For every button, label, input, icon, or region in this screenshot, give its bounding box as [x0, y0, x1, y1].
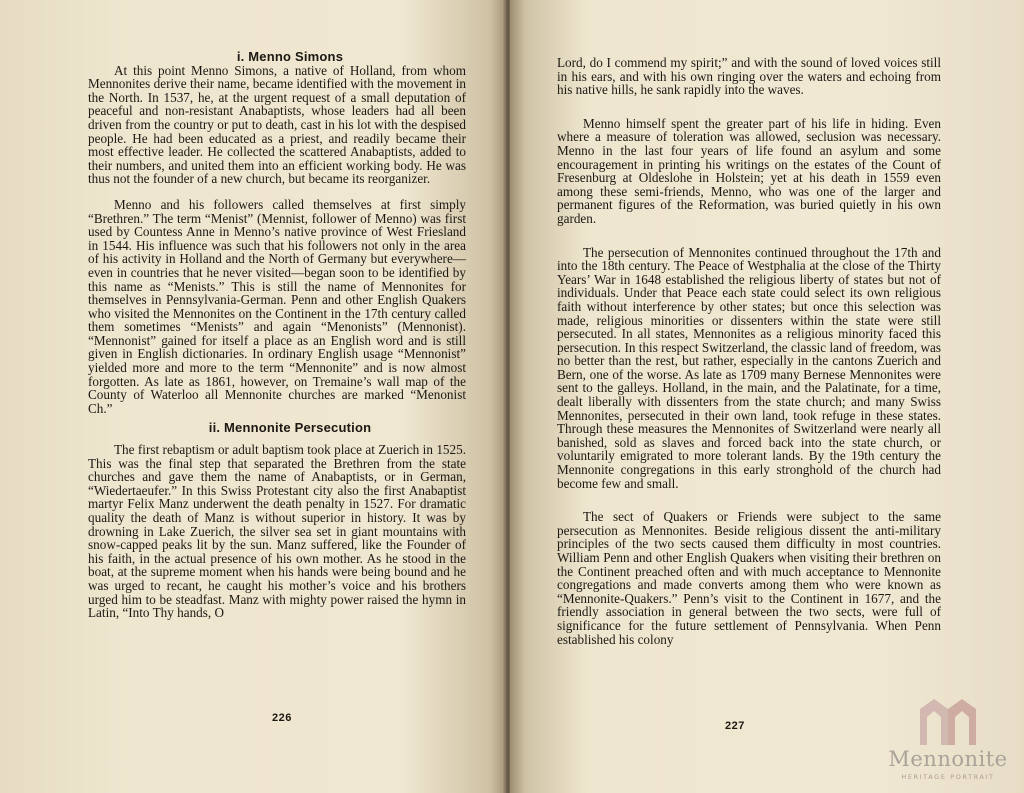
section-heading-persecution: ii. Mennonite Persecution [208, 420, 372, 436]
paragraph: The persecution of Mennonites continued throughout the 17th and into the 18th century. The Peace of Westphalia at the close of the Thirty Years’ War in 1648 established the religious liberty of states but not of individuals. Under that Peace each state could select its own religious faith without interference by other states; but once this selection was made, religious minorities or dissenters within the state were still persecuted. In all states, Mennonites as a religious minority faced this persecution. In this respect Switzerland, the classic land of freedom, was no better than the rest, but rather, especially in the cantons Zuerich and Bern, one of the worse. As late as 1709 many Bernese Mennonites were sent to the galleys. Holland, in the main, and the Palatinate, for a time, dealt liberally with dissenters from the state church; and many Swiss Mennonites, persecuted in their own land, took refuge in these states. Through these measures the Mennonites of Switzerland were nearly all banished, sold as slaves and forced back into the state church, or voluntarily emigrated to more tolerant lands. By the 19th century the Mennonite congregations in this early stronghold of the church had become few and small. [557, 244, 941, 491]
page-number-left: 226 [272, 712, 292, 724]
paragraph: At this point Menno Simons, a native of Holland, from whom Mennonites derive their name, became identified with the movement in the North. In 1537, he, at the urgent request of a small deputation of peaceful and non-resistant Anabaptists, whose leaders had all been driven from the country or put to death, cast in his lot with the despised people. He had been educated as a priest, and readily became their most effective leader. He collected the scattered Anabaptists, added to their numbers, and united them into an efficient working body. He was thus not the founder of a new church, but became its reorganizer. [88, 62, 466, 187]
paragraph: Lord, do I commend my spirit;” and with the sound of loved voices still in his ears, and with his own ringing over the waters and echoing from his native hills, he sank rapidly into the waves. [557, 55, 941, 98]
paragraph: The sect of Quakers or Friends were subject to the same persecution as Mennonites. Beside religious dissent the anti-military principles of the two sects caused them difficulty in most countries. William Penn and other English Quakers when visiting their brethren on the Continent preached often and with much acceptance to Mennonite congregations and made converts among them who were known as “Mennonite-Quakers.” Penn’s visit to the Continent in 1677, and the friendly association in general between the two sects, were full of significance for the future settlement of Pennsylvania. When Penn established his colony [557, 509, 941, 647]
logo-subtitle: HERITAGE PORTRAIT [901, 773, 995, 781]
mennonite-heritage-logo [884, 695, 1012, 787]
right-page [510, 0, 1024, 793]
paragraph: Menno himself spent the greater part of his life in hiding. Even where a measure of toleration was allowed, seclusion was necessary. Menno in the last four years of life found an asylum and some encouragement in printing his writings on the estates of the Count of Fresenburg at Oldeslohe in Holstein; yet at his death in 1559 even among these semi-friends, Menno, who was one of the larger and permanent figures of the Reformation, was buried quietly in his own garden. [557, 115, 941, 226]
paragraph: The first rebaptism or adult baptism took place at Zuerich in 1525. This was the final step that separated the Brethren from the state churches and gave them the name of Anabaptists, or in German, “Wiedertaeufer.” In this Swiss Protestant city also the first Anabaptist martyr Felix Manz underwent the death penalty in 1527. For dramatic quality the death of Manz is without superior in history. It was by drowning in Lake Zuerich, the silver sea set in giant mountains with snow-capped peaks lit by the sun. Manz suffered, like the Founder of his faith, in the actual presence of his own mother. As he stood in the boat, at the supreme moment when his hands were being bound and he was urged to recant, he caught his mother’s voice and his brothers urged him to be steadfast. Manz with mighty power raised the hymn in Latin, “Into Thy hands, O [88, 442, 466, 621]
section-heading-menno-simons: i. Menno Simons [236, 49, 344, 64]
logo-wordmark: Mennonite [888, 747, 1008, 771]
page-number-right: 227 [725, 720, 745, 732]
left-text-column [88, 50, 466, 620]
right-text-column [557, 56, 941, 646]
barn-logo-icon [916, 695, 980, 747]
left-page [0, 0, 505, 793]
paragraph: Menno and his followers called themselves at first simply “Brethren.” The term “Menist” (Mennist, follower of Menno) was first used by Countess Anne in Menno’s native province of West Friesland in 1544. His influence was such that his followers not only in the area of his activity in Holland and the North of Germany but everywhere—even in countries that he never visited—began soon to be identified by this name as “Menists.” This is still the name of Mennonites for themselves in Pennsylvania-German. Penn and other English Quakers who visited the Mennonites on the Continent in the 17th century called them sometimes “Menists” and again “Menonists” (Mennonist). “Mennonist” gained for itself a place as an English word and is still given in English dictionaries. In ordinary English usage “Mennonist” yielded more and more to the term “Mennonite” and is now almost forgotten. As late as 1861, however, on Tremaine’s wall map of the County of Waterloo all Mennonite churches are marked “Menonist Ch.” [88, 196, 466, 416]
